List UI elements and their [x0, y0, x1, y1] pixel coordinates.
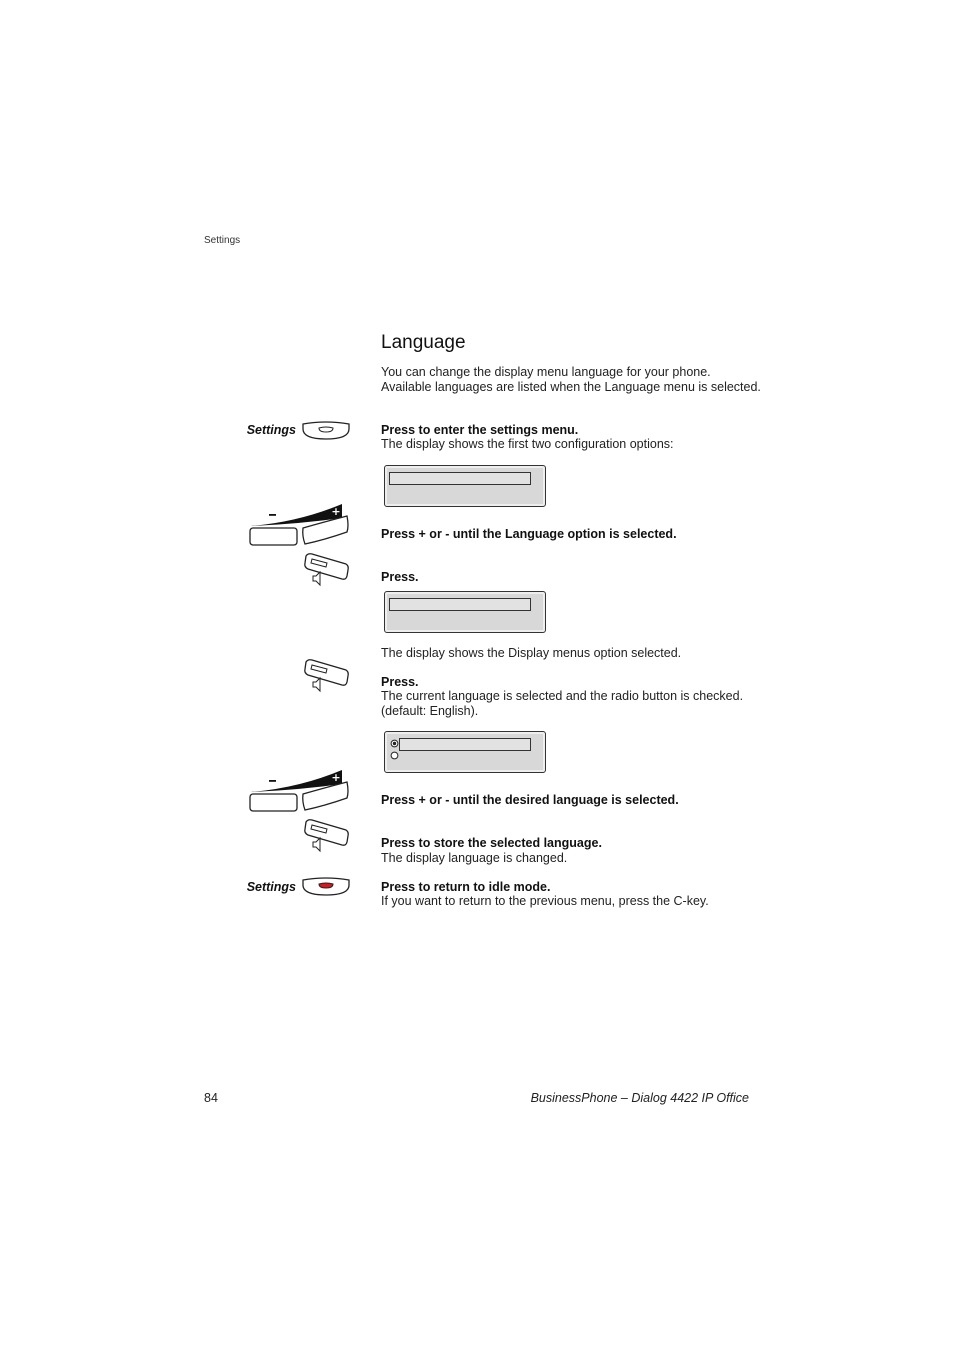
step-5-instruction: Press. — [381, 675, 419, 689]
step-1-description: The display shows the first two configuration options: — [381, 437, 674, 451]
step-8-description: If you want to return to the previous menu, press the C-key. — [381, 894, 709, 908]
speaker-key-icon — [300, 552, 352, 593]
step-8-instruction: Press to return to idle mode. — [381, 880, 551, 894]
svg-text:+: + — [331, 771, 341, 784]
speaker-key-icon — [300, 818, 352, 859]
step-7-instruction: Press to store the selected language. — [381, 836, 602, 850]
step-1-instruction: Press to enter the settings menu. — [381, 423, 579, 437]
page-title: Language — [381, 332, 466, 353]
settings-key-icon — [302, 421, 350, 446]
footer-product-name: BusinessPhone – Dialog 4422 IP Office — [530, 1091, 749, 1105]
step-3-instruction: Press. — [381, 570, 419, 584]
step-4-description: The display shows the Display menus option selected. — [381, 646, 682, 660]
step-5-description: The current language is selected and the radio button is checked. (default: English). — [381, 689, 744, 718]
page-number: 84 — [204, 1091, 218, 1105]
step-6-instruction: Press + or - until the desired language is selected. — [381, 793, 679, 807]
settings-label: Settings — [246, 880, 296, 894]
speaker-key-icon — [300, 658, 352, 699]
settings-exit-key-icon — [302, 877, 350, 902]
running-header: Settings — [204, 235, 241, 246]
display-selection-bar — [389, 472, 531, 485]
intro-paragraph: You can change the display menu language for your phone. Available languages are listed when the Language menu is selected. — [381, 365, 761, 394]
svg-text:+: + — [331, 505, 341, 518]
display-screen-3 — [384, 731, 546, 773]
volume-key-icon — [249, 500, 351, 553]
step-7-description: The display language is changed. — [381, 851, 568, 865]
step-2-instruction: Press + or - until the Language option is selected. — [381, 527, 677, 541]
settings-label: Settings — [246, 423, 296, 437]
display-selection-bar — [389, 598, 531, 611]
display-screen-2 — [384, 591, 546, 633]
display-selection-bar — [399, 738, 531, 751]
volume-key-icon — [249, 766, 351, 819]
display-screen-1 — [384, 465, 546, 507]
